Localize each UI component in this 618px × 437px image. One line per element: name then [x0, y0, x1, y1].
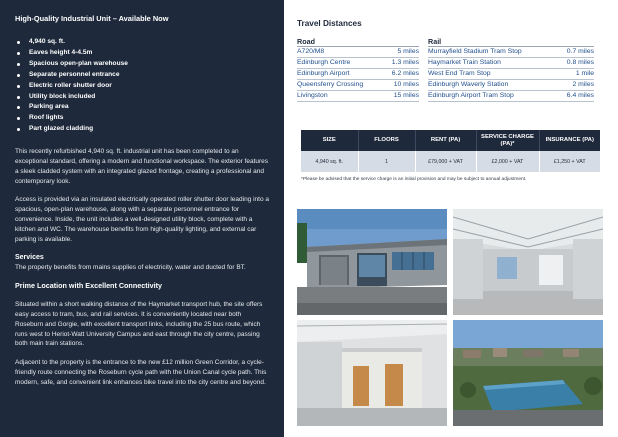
rail-distance: 0.8 miles: [566, 59, 594, 66]
road-place: A720/M8: [297, 48, 325, 55]
feature-item: Separate personnel entrance: [15, 70, 269, 81]
insurance-cell: £1,250 + VAT: [539, 151, 600, 172]
road-place: Edinburgh Airport: [297, 70, 350, 77]
rail-place: Edinburgh Airport Tram Stop: [428, 92, 514, 99]
feature-item: Roof lights: [15, 113, 269, 124]
rail-place: Haymarket Train Station: [428, 59, 501, 66]
rent-header: RENT (PA): [415, 130, 476, 151]
road-heading: Road: [297, 37, 419, 47]
road-row: [297, 91, 419, 102]
table-header-row: [301, 130, 600, 151]
floors-header: FLOORS: [358, 130, 415, 151]
description-panel: [0, 0, 284, 437]
road-place: Livingston: [297, 92, 328, 99]
rail-distance: 1 mile: [575, 70, 594, 77]
size-header: SIZE: [301, 130, 358, 151]
rail-heading: Rail: [428, 37, 594, 47]
exterior-photo: [297, 209, 447, 315]
feature-item: Parking area: [15, 102, 269, 113]
services-heading: Services: [15, 254, 44, 262]
location-paragraph: Situated within a short walking distance of the Haymarket transport hub, the site offers easy access to tram, bus, and rail services. It is conveniently located near both Roseburn and Gorgie, with excellent transport links, including the 25 bus route, which runs west to Heriot-Watt University Campus and east through the city centre, passing both main train stations.: [15, 301, 263, 348]
rail-place: West End Tram Stop: [428, 70, 491, 77]
page-title: High-Quality Industrial Unit – Available Now: [15, 14, 169, 23]
service-charge-cell: £2,000 + VAT: [476, 151, 539, 172]
green-corridor-paragraph: Adjacent to the property is the entrance to the new £12 million Green Corridor, a cycle-friendly route connecting the Roseburn cycle path with the Union Canal cycle path. This modern, safe, and convenient link enhances bike travel into the city centre and beyond.: [15, 359, 267, 386]
rail-place: Edinburgh Waverly Station: [428, 81, 509, 88]
feature-item: Part glazed cladding: [15, 124, 269, 135]
services-text: The property benefits from mains supplies of electricity, water and ducted for BT.: [15, 264, 246, 272]
road-row: [297, 69, 419, 80]
road-place: Edinburgh Centre: [297, 59, 351, 66]
refurbishment-paragraph: This recently refurbished 4,940 sq. ft. industrial unit has been completed to an exceptional standard, offering a modern and functional workspace. The exterior features a sleek cladded system with an integrated glazed frontage, creating a professional and contemporary look.: [15, 148, 269, 185]
rail-distances: [428, 37, 594, 102]
size-cell: 4,940 sq. ft.: [301, 151, 358, 172]
rail-row: [428, 47, 594, 58]
rail-distance: 0.7 miles: [566, 48, 594, 55]
road-row: [297, 58, 419, 69]
road-distance: 10 miles: [393, 81, 419, 88]
specs-table: [301, 130, 600, 172]
road-row: [297, 47, 419, 58]
feature-item: Electric roller shutter door: [15, 81, 269, 92]
rail-row: [428, 80, 594, 91]
rail-row: [428, 58, 594, 69]
rail-distance: 2 miles: [572, 81, 594, 88]
rail-distance: 6.4 miles: [566, 92, 594, 99]
insurance-header: INSURANCE (PA): [539, 130, 600, 151]
road-row: [297, 80, 419, 91]
road-distance: 15 miles: [393, 92, 419, 99]
rail-row: [428, 91, 594, 102]
access-paragraph: Access is provided via an insulated electrically operated roller shutter door leading into a spacious, open-plan warehouse, along with a separate personnel entrance for convenience. Inside, the unit includes a well-designed utility block, complete with a kitchen and WC. The warehouse benefits from high-quality lighting, and external car parking is available.: [15, 196, 270, 243]
road-distance: 6.2 miles: [391, 70, 419, 77]
road-distance: 1.3 miles: [391, 59, 419, 66]
feature-item: Eaves height 4-4.5m: [15, 48, 269, 59]
service-charge-header: SERVICE CHARGE (PA)*: [476, 130, 539, 151]
travel-title: Travel Distances: [297, 19, 362, 28]
features-list: [15, 37, 269, 135]
road-distances: [297, 37, 419, 102]
floors-cell: 1: [358, 151, 415, 172]
road-distance: 5 miles: [397, 48, 419, 55]
aerial-photo: [453, 320, 603, 426]
warehouse-interior-photo: [453, 209, 603, 315]
table-row: [301, 151, 600, 172]
rail-place: Murrayfield Stadium Tram Stop: [428, 48, 522, 55]
rail-row: [428, 69, 594, 80]
feature-item: 4,940 sq. ft.: [15, 37, 269, 48]
service-charge-note: *Please be advised that the service charge is an initial provision and may be subject to annual adjustment.: [301, 177, 527, 182]
rent-cell: £79,000 + VAT: [415, 151, 476, 172]
road-place: Queensferry Crossing: [297, 81, 364, 88]
feature-item: Spacious open-plan warehouse: [15, 59, 269, 70]
feature-item: Utility block included: [15, 92, 269, 103]
utility-block-photo: [297, 320, 447, 426]
location-heading: Prime Location with Excellent Connectivity: [15, 281, 162, 291]
